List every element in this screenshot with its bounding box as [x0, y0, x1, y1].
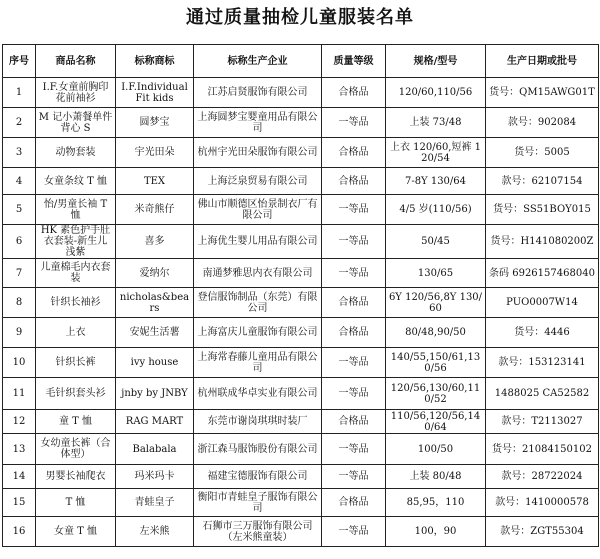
- cell-spec-model: 120/60,110/56: [386, 78, 486, 108]
- cell-manufacturer: 佛山市顺德区怡景制衣厂有限公司: [194, 195, 322, 225]
- cell-product-name: 男婴长袖爬衣: [36, 465, 116, 489]
- cell-no: 5: [3, 195, 36, 225]
- cell-brand: 圆梦宝: [116, 108, 194, 138]
- cell-quality-grade: 一等品: [322, 378, 386, 410]
- table-header-row: [3, 45, 599, 78]
- cell-spec-model: 上装 80/48: [386, 465, 486, 489]
- cell-spec-model: 140/55,150/61,130/56: [386, 348, 486, 378]
- cell-brand: I.F.Individual Fit kids: [116, 78, 194, 108]
- cell-brand: TEX: [116, 168, 194, 195]
- product-table: [2, 44, 599, 547]
- cell-product-name: 儿童棉毛内衣套装: [36, 259, 116, 288]
- cell-spec-model: 4/5 岁(110/56): [386, 195, 486, 225]
- cell-no: 13: [3, 434, 36, 465]
- cell-no: 11: [3, 378, 36, 410]
- table-row: [3, 434, 599, 465]
- cell-manufacturer: 江苏启贤服饰有限公司: [194, 78, 322, 108]
- cell-date-batch: 款号：902084: [486, 108, 599, 138]
- table-row: [3, 259, 599, 288]
- cell-date-batch: 货号：21084150102: [486, 434, 599, 465]
- cell-no: 14: [3, 465, 36, 489]
- cell-product-name: 女幼童长裤（合体型）: [36, 434, 116, 465]
- cell-quality-grade: 一等品: [322, 195, 386, 225]
- header-spec-model: 规格/型号: [386, 45, 486, 78]
- table-row: [3, 168, 599, 195]
- cell-product-name: HK 素色护手肚衣套装-新生儿 浅紫: [36, 225, 116, 259]
- cell-quality-grade: 一等品: [322, 225, 386, 259]
- cell-quality-grade: 一等品: [322, 108, 386, 138]
- document-title: 通过质量抽检儿童服装名单: [186, 7, 414, 28]
- cell-no: 1: [3, 78, 36, 108]
- header-quality-grade: 质量等级: [322, 45, 386, 78]
- cell-no: 6: [3, 225, 36, 259]
- header-no: 序号: [3, 45, 36, 78]
- cell-manufacturer: 上海优生婴儿用品有限公司: [194, 225, 322, 259]
- cell-spec-model: 7-8Y 130/64: [386, 168, 486, 195]
- cell-manufacturer: 浙江森马服饰股份有限公司: [194, 434, 322, 465]
- cell-quality-grade: 合格品: [322, 410, 386, 434]
- cell-no: 16: [3, 517, 36, 547]
- cell-spec-model: 上衣 120/60,短裤 120/54: [386, 138, 486, 168]
- cell-spec-model: 130/65: [386, 259, 486, 288]
- cell-brand: 安妮生活薯: [116, 318, 194, 348]
- table-row: [3, 108, 599, 138]
- header-manufacturer: 标称生产企业: [194, 45, 322, 78]
- cell-date-batch: 款号：28722024: [486, 465, 599, 489]
- cell-spec-model: 上装 73/48: [386, 108, 486, 138]
- table-row: [3, 78, 599, 108]
- header-date-batch: 生产日期或批号: [486, 45, 599, 78]
- table-row: [3, 517, 599, 547]
- cell-brand: 左米熊: [116, 517, 194, 547]
- table-row: [3, 489, 599, 517]
- cell-brand: 喜多: [116, 225, 194, 259]
- table-row: [3, 138, 599, 168]
- cell-no: 3: [3, 138, 36, 168]
- cell-quality-grade: 合格品: [322, 318, 386, 348]
- cell-date-batch: 款号：62107154: [486, 168, 599, 195]
- cell-no: 7: [3, 259, 36, 288]
- cell-date-batch: PUO0007W14: [486, 288, 599, 318]
- cell-quality-grade: 一等品: [322, 348, 386, 378]
- cell-quality-grade: 合格品: [322, 138, 386, 168]
- table-row: [3, 195, 599, 225]
- cell-product-name: 女童 T 恤: [36, 517, 116, 547]
- cell-product-name: 女童条纹 T 恤: [36, 168, 116, 195]
- table-row: [3, 410, 599, 434]
- cell-product-name: 针织长裤: [36, 348, 116, 378]
- table-row: [3, 288, 599, 318]
- cell-manufacturer: 杭州宇光田朵服饰有限公司: [194, 138, 322, 168]
- cell-no: 8: [3, 288, 36, 318]
- cell-manufacturer: 上海富庆儿童服饰有限公司: [194, 318, 322, 348]
- cell-product-name: I.F.女童前胸印花前袖衫: [36, 78, 116, 108]
- table-row: [3, 465, 599, 489]
- cell-brand: jnby by JNBY: [116, 378, 194, 410]
- cell-spec-model: 100/50: [386, 434, 486, 465]
- cell-quality-grade: 一等品: [322, 517, 386, 547]
- cell-manufacturer: 福建宝德服饰有限公司: [194, 465, 322, 489]
- cell-product-name: T 恤: [36, 489, 116, 517]
- cell-product-name: 毛针织套头衫: [36, 378, 116, 410]
- cell-quality-grade: 合格品: [322, 288, 386, 318]
- cell-product-name: 童 T 恤: [36, 410, 116, 434]
- cell-spec-model: 100，90: [386, 517, 486, 547]
- cell-brand: 米奇熊仔: [116, 195, 194, 225]
- cell-spec-model: 85,95，110: [386, 489, 486, 517]
- cell-quality-grade: 合格品: [322, 489, 386, 517]
- table-row: [3, 318, 599, 348]
- cell-spec-model: 110/56,120/56,140/64: [386, 410, 486, 434]
- cell-quality-grade: 合格品: [322, 168, 386, 195]
- cell-no: 10: [3, 348, 36, 378]
- cell-brand: RAG MART: [116, 410, 194, 434]
- cell-manufacturer: 登信服饰制品（东莞）有限公司: [194, 288, 322, 318]
- cell-manufacturer: 上海泛泉贸易有限公司: [194, 168, 322, 195]
- table-row: [3, 378, 599, 410]
- cell-brand: 青蛙皇子: [116, 489, 194, 517]
- cell-manufacturer: 上海圆梦宝婴童用品有限公司: [194, 108, 322, 138]
- cell-brand: 爱纳尔: [116, 259, 194, 288]
- cell-manufacturer: 南通梦雅思内衣有限公司: [194, 259, 322, 288]
- cell-manufacturer: 上海常春藤儿童用品有限公司: [194, 348, 322, 378]
- cell-date-batch: 货号：SS51BOY015: [486, 195, 599, 225]
- cell-spec-model: 6Y 120/56,8Y 130/60: [386, 288, 486, 318]
- cell-manufacturer: 东莞市谢岗琪琪时装厂: [194, 410, 322, 434]
- cell-product-name: 怡/男童长袖 T 恤: [36, 195, 116, 225]
- cell-brand: nicholas&bears: [116, 288, 194, 318]
- cell-spec-model: 50/45: [386, 225, 486, 259]
- cell-product-name: 动物套装: [36, 138, 116, 168]
- cell-no: 9: [3, 318, 36, 348]
- cell-spec-model: 120/56,130/60,110/52: [386, 378, 486, 410]
- cell-date-batch: 货号：QM15AWG01T: [486, 78, 599, 108]
- cell-spec-model: 80/48,90/50: [386, 318, 486, 348]
- cell-brand: 玛米玛卡: [116, 465, 194, 489]
- cell-manufacturer: 石狮市三万服饰有限公司（左米熊童装）: [194, 517, 322, 547]
- cell-product-name: M 记小萧餐单件背心 S: [36, 108, 116, 138]
- cell-product-name: 上衣: [36, 318, 116, 348]
- cell-manufacturer: 杭州联成华卓实业有限公司: [194, 378, 322, 410]
- cell-date-batch: 条码 6926157468040: [486, 259, 599, 288]
- table-row: [3, 225, 599, 259]
- table-row: [3, 348, 599, 378]
- cell-no: 4: [3, 168, 36, 195]
- header-product-name: 商品名称: [36, 45, 116, 78]
- cell-no: 2: [3, 108, 36, 138]
- cell-date-batch: 款号：153123141: [486, 348, 599, 378]
- cell-quality-grade: 一等品: [322, 259, 386, 288]
- cell-date-batch: 货号：H141080200Z: [486, 225, 599, 259]
- cell-product-name: 针织长袖衫: [36, 288, 116, 318]
- header-brand: 标称商标: [116, 45, 194, 78]
- cell-quality-grade: 合格品: [322, 78, 386, 108]
- cell-quality-grade: 一等品: [322, 434, 386, 465]
- cell-manufacturer: 衡阳市青蛙皇子服饰有限公司: [194, 489, 322, 517]
- cell-date-batch: 货号：5005: [486, 138, 599, 168]
- cell-brand: Balabala: [116, 434, 194, 465]
- cell-date-batch: 款号：1410000578: [486, 489, 599, 517]
- cell-no: 15: [3, 489, 36, 517]
- cell-date-batch: 款号：T2113027: [486, 410, 599, 434]
- cell-date-batch: 货号：4446: [486, 318, 599, 348]
- cell-quality-grade: 一等品: [322, 465, 386, 489]
- cell-brand: ivy house: [116, 348, 194, 378]
- cell-no: 12: [3, 410, 36, 434]
- cell-date-batch: 款号：ZGT55304: [486, 517, 599, 547]
- cell-brand: 宇光田朵: [116, 138, 194, 168]
- cell-date-batch: 1488025 CA52582: [486, 378, 599, 410]
